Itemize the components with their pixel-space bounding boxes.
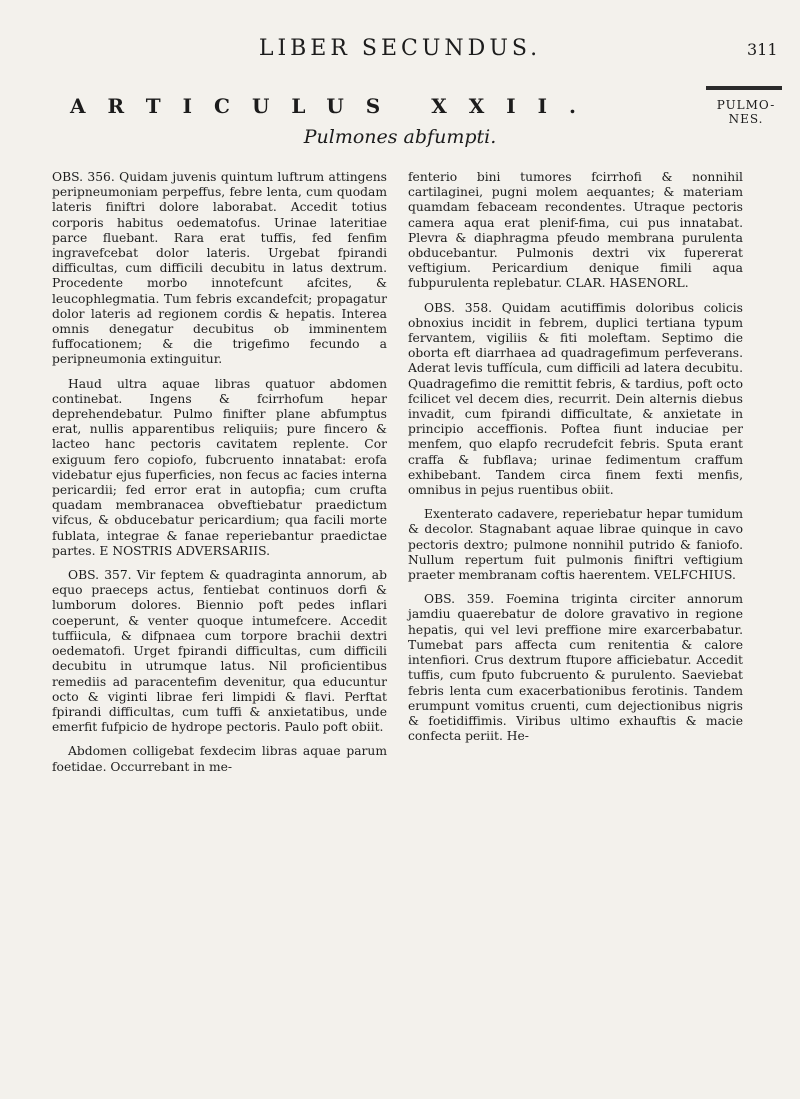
right-column [408,170,743,753]
article-heading: ARTICULUS XXII. [70,94,598,118]
paragraph-obs-359: OBS. 359. Foemina triginta circiter annorum jamdiu quaerebatur de dolore gravativo in regione hepatis, qui vel levi preffione mire exarcerbabatur. Tumebat pars affecta cum renitentia & calore intenfiori. Crus dextrum ftupore afficiebatur. Accedit tuffis, cum fputo fubcruento & purulento. Saeviebat febris lenta cum exacerbationibus ferotinis. Tandem erumpunt vomitus cruenti, cum dejectionibus nigris & foetidiffimis. Viribus ultimo exhauftis & macie confecta periit. He- [408,592,743,744]
running-title: LIBER SECUNDUS. [258,36,542,61]
margin-note: PULMO-NES. [716,98,776,126]
section-subtitle: Pulmones abfumpti. [303,126,497,148]
paragraph-obs-356: OBS. 356. Quidam juvenis quintum luftrum attingens peripneumoniam perpeffus, febre lenta, cum quodam lateris finiftri dolore laborabat. Accedit totius corporis habitus oedematofus. Urinae lateritiae parce fluebant. Rara erat tuffis, fed fenfim ingravefcebat dolor lateris. Urgebat fpirandi difficultas, cum difficili decubitu in latus dextrum. Procedente morbo innotefcunt afcites, & leucophlegmatia. Tum febris excandefcit; propagatur dolor lateris ad regionem cordis & hepatis. Interea omnis denegatur decubitus ob imminentem fuffocationem; & die trigefimo fecundo a peripneumonia extinguitur. [52,170,387,367]
margin-rule [706,86,782,90]
paragraph-obs-357-autopsy: Abdomen colligebat fexdecim libras aquae parum foetidae. Occurrebant in me- [52,744,387,774]
paragraph-obs-356-autopsy: Haud ultra aquae libras quatuor abdomen continebat. Ingens & fcirrhofum hepar deprehendebatur. Pulmo finifter plane abfumptus erat, nullis apparentibus reliquiis; pure fincero & lacteo hanc pectoris cavitatem replente. Cor exiguum fero copiofo, fubcruento innatabat: erofa videbatur ejus fuperficies, non fecus ac facies interna pericardii; fed error erat in autopfia; cum crufta quadam membranacea obveftiebatur praedictum vifcus, & obducebatur pericardium; qua facili morte fublata, integrae & fanae reperiebantur praedictae partes. E NOSTRIS ADVERSARIIS. [52,376,387,558]
paragraph-obs-358: OBS. 358. Quidam acutiffimis doloribus colicis obnoxius incidit in febrem, duplici tertiana typum fervantem, vigiliis & fiti moleftam. Septimo die oborta eft diarrhaea ad quadragefimum perfeverans. Aderat levis tuffícula, cum difficili ad latera decubitu. Quadragefimo die remittit febris, & tardius, poft octo fcilicet vel decem dies, recurrit. Dein alternis diebus invadit, cum fpirandi difficultate, & anxietate in principio acceffionis. Poftea fiunt induciae per menfem, quo elapfo recrudefcit febris. Sputa erant craffa & fubflava; urinae fedimentum craffum exhibebant. Tandem circa finem fexti menfis, omnibus in pejus ruentibus obiit. [408,300,743,498]
left-column [52,170,387,784]
page-number: 311 [747,40,778,59]
paragraph-obs-358-autopsy: Exenterato cadavere, reperiebatur hepar tumidum & decolor. Stagnabant aquae librae quinque in cavo pectoris dextro; pulmone nonnihil putrido & faniofo. Nullum repertum fuit pulmonis finiftri veftigium praeter membranam coftis haerentem. VELFCHIUS. [408,507,743,583]
paragraph-obs-357-cont: fenterio bini tumores fcirrhofi & nonnihil cartilaginei, pugni molem aequantes; & materiam quamdam febaceam recondentes. Utraque pectoris camera aqua erat plenif-fima, cui pus innatabat. Plevra & diaphragma pfeudo membrana purulenta obducebantur. Pulmonis dextri vix fupererat veftigium. Pericardium denique fimili aqua fubpurulenta replebatur. CLAR. HASENORL. [408,170,743,291]
paragraph-obs-357: OBS. 357. Vir feptem & quadraginta annorum, ab equo praeceps actus, fentiebat continuos dorfi & lumborum dolores. Biennio poft pedes inflari coeperunt, & venter quoque intumefcere. Accedit tuffiicula, & difpnaea cum torpore brachii dextri oedematofi. Urget fpirandi difficultas, cum difficili decubitu in utrumque latus. Nil proficientibus remediis ad paracentefim devenitur, qua educuntur octo & viginti librae feri limpidi & flavi. Perftat fpirandi difficultas, cum tuffi & anxietatibus, unde emerfit fufpicio de hydrope pectoris. Paulo poft obiit. [52,568,387,735]
